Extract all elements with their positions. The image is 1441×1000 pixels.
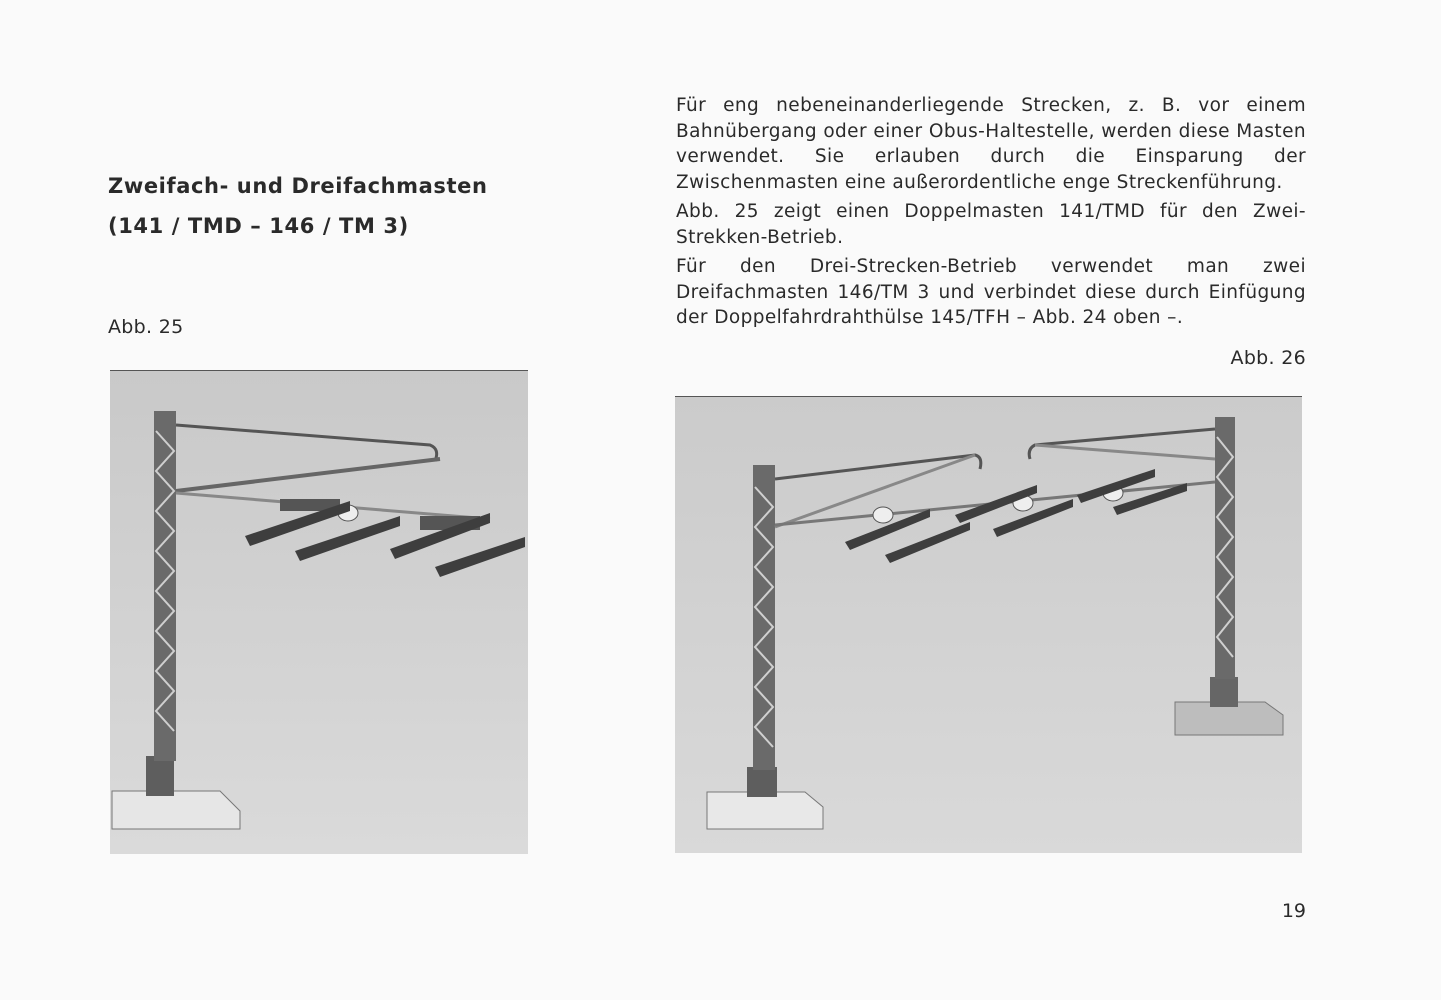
paragraph-3: Für den Drei-Strecken-Betrieb verwendet man zwei Dreifachmasten 146/TM 3 und verbindet diese durch Einfügung der Doppelfahrdrahthülse 145/TFH – Abb. 24 oben –.: [676, 256, 1306, 328]
page-number: 19: [1281, 900, 1306, 922]
section-title: Zweifach- und Dreifachmasten: [108, 174, 488, 198]
section-subtitle: (141 / TMD – 146 / TM 3): [108, 214, 409, 238]
figure-26-caption: Abb. 26: [1230, 347, 1306, 369]
body-text: [676, 93, 1306, 335]
paragraph-1: Für eng nebeneinanderliegende Strecken, z. B. vor einem Bahnübergang oder einer Obus-Haltestelle, werden diese Masten verwendet. Sie erlauben durch die Einsparung der Zwischenmasten eine außerordentliche enge Streckenführung.: [676, 95, 1306, 193]
paragraph-2: Abb. 25 zeigt einen Doppelmasten 141/TMD für den Zwei-Strekken-Betrieb.: [676, 201, 1306, 248]
figure-25-caption: Abb. 25: [108, 316, 184, 338]
figure-25-photo: [110, 370, 528, 854]
figure-26-photo: [675, 396, 1302, 853]
